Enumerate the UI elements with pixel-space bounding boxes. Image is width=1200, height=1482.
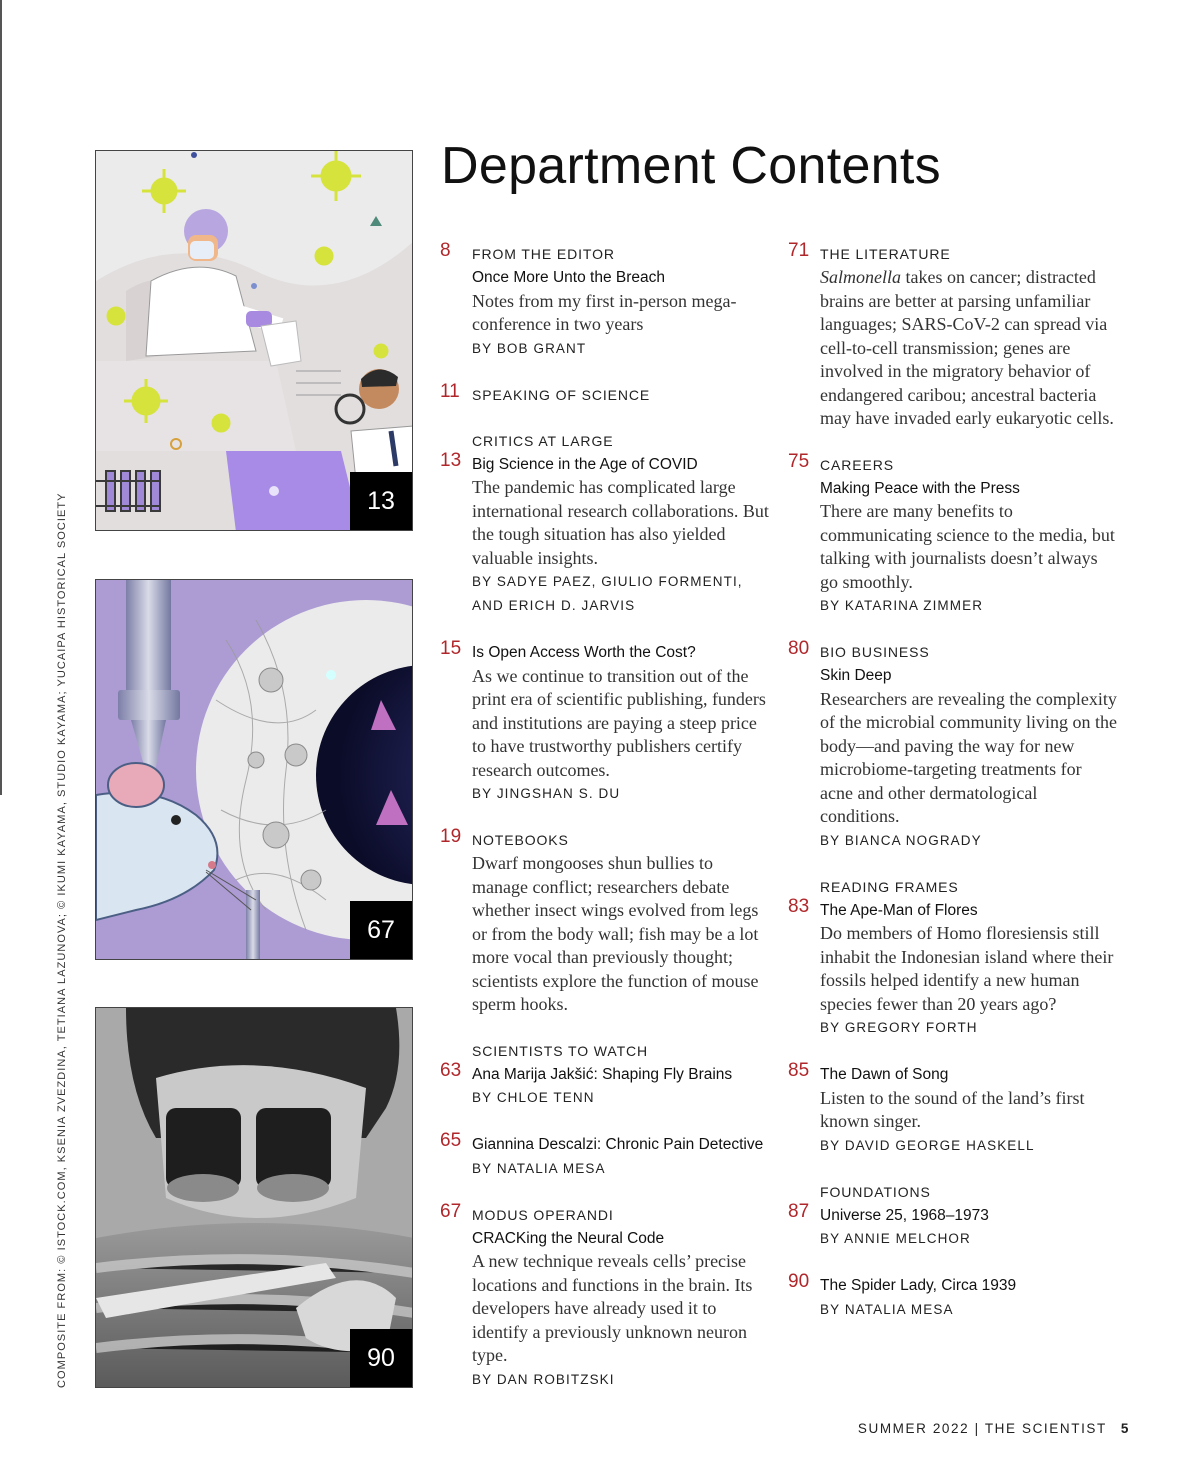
department-label: NOTEBOOKS [472, 832, 569, 848]
article-byline: BY GREGORY FORTH [820, 1020, 978, 1035]
toc-entry[interactable] [788, 1060, 1118, 1158]
toc-entry[interactable] [440, 430, 770, 619]
department-label: SCIENTISTS TO WATCH [472, 1042, 649, 1059]
article-description: The pandemic has complicated large international research collaborations. But the tough situation has also yielded valuable insights. [472, 477, 769, 568]
page-badge: 90 [350, 1329, 412, 1387]
article-byline: BY ANNIE MELCHOR [820, 1231, 971, 1246]
article-byline: BY KATARINA ZIMMER [820, 598, 984, 613]
toc-entry[interactable] [440, 1200, 770, 1392]
department-label: FROM THE EDITOR [472, 246, 615, 262]
page-footer [858, 1421, 1130, 1436]
article-byline: BY JINGSHAN S. DU [472, 786, 621, 801]
article-description: Notes from my first in-person mega-conference in two years [472, 290, 737, 334]
page-number: 80 [788, 638, 810, 659]
article-description: Listen to the sound of the land’s first known singer. [820, 1087, 1085, 1131]
article-headline: The Dawn of Song [820, 1066, 949, 1083]
illustration-lab-scientists [95, 150, 413, 531]
article-headline: Ana Marija Jakšić: Shaping Fly Brains [472, 1065, 733, 1083]
page-number: 90 [788, 1271, 810, 1292]
photo-credit: COMPOSITE FROM: © ISTOCK.COM, KSENIA ZVEZDINA, TETIANA LAZUNOVA; © IKUMI KAYAMA, STUDIO KAYAMA; YUCAIPA HISTORICAL SOCIETY [56, 492, 68, 1388]
article-description: Do members of Homo floresiensis still inhabit the Indonesian island where their fossils helped identify a new human species fewer than 20 years ago? [820, 923, 1114, 1014]
issue-label: SUMMER 2022 | THE SCIENTIST [857, 1421, 1107, 1436]
article-headline: CRACKing the Neural Code [472, 1229, 665, 1247]
department-label: FOUNDATIONS [820, 1183, 931, 1200]
page-edge-rule [0, 0, 2, 795]
article-headline: Universe 25, 1968–1973 [820, 1206, 989, 1224]
article-byline: BY SADYE PAEZ, GIULIO FORMENTI, AND ERICH D. JARVIS [472, 574, 743, 613]
page-number: 13 [440, 449, 462, 471]
page-number: 19 [440, 826, 462, 847]
toc-entry[interactable] [788, 1181, 1118, 1252]
page-badge: 67 [350, 901, 412, 959]
toc-entry[interactable] [788, 876, 1118, 1041]
page-number: 11 [440, 380, 460, 402]
article-headline: Big Science in the Age of COVID [472, 455, 698, 473]
page-number: 63 [440, 1059, 462, 1081]
article-description: As we continue to transition out of the print era of scientific publishing, funders and institutions are paying a steep price to have trustworthy publishers certify research outcomes. [472, 665, 766, 780]
article-byline: BY NATALIA MESA [472, 1160, 606, 1176]
article-byline: BY DAN ROBITZSKI [472, 1371, 615, 1387]
page-number: 67 [440, 1200, 462, 1222]
page-number: 8 [440, 240, 451, 261]
department-label: READING FRAMES [820, 878, 959, 895]
page-number: 83 [788, 895, 810, 917]
department-label: BIO BUSINESS [820, 644, 930, 660]
page-number: 71 [788, 240, 810, 261]
article-description: There are many benefits to communicating science to the media, but talking with journalists doesn’t always go smoothly. [820, 501, 1115, 592]
article-byline: BY CHLOE TENN [472, 1090, 595, 1105]
article-headline: The Ape-Man of Flores [820, 901, 978, 919]
toc-entry[interactable] [788, 638, 1118, 853]
page-number: 65 [440, 1130, 462, 1151]
page-number: 75 [788, 450, 810, 472]
article-description: Researchers are revealing the complexity of the microbial community living on the body—and paving the way for new microbiome-targeting treatments for acne and other dermatological conditions. [820, 688, 1117, 826]
article-byline: BY DAVID GEORGE HASKELL [820, 1137, 1035, 1153]
article-headline: Giannina Descalzi: Chronic Pain Detective [472, 1136, 764, 1153]
contents-column-left [440, 240, 770, 1415]
department-label: THE LITERATURE [820, 246, 951, 262]
description-text: takes on cancer; distracted brains are better at parsing unfamiliar languages; SARS-CoV-2 can spread via cell-to-cell transmission; genes are involved in the migratory behavior of endangered caribou; ancestral bacteria may have invaded early eukaryotic cells. [820, 267, 1114, 428]
italic-term: Salmonella [820, 267, 901, 287]
toc-entry[interactable] [440, 380, 770, 407]
department-label: SPEAKING OF SCIENCE [472, 386, 651, 403]
department-label: MODUS OPERANDI [472, 1206, 614, 1223]
toc-entry[interactable] [440, 1040, 770, 1111]
article-headline: Making Peace with the Press [820, 479, 1020, 497]
article-headline: Is Open Access Worth the Cost? [472, 644, 696, 661]
toc-entry[interactable] [788, 240, 1118, 431]
page-title: Department Contents [441, 137, 941, 195]
illustration-mouse-neurons [95, 579, 413, 960]
article-byline: BY BIANCA NOGRADY [820, 832, 982, 848]
article-headline: Once More Unto the Breach [472, 269, 665, 286]
article-headline: Skin Deep [820, 667, 892, 684]
page-badge: 13 [350, 472, 412, 530]
contents-column-right [788, 240, 1118, 1345]
toc-entry[interactable] [440, 240, 770, 361]
toc-entry[interactable] [788, 1271, 1118, 1322]
article-byline: BY BOB GRANT [472, 340, 587, 356]
page-number: 87 [788, 1200, 810, 1222]
toc-entry[interactable] [788, 450, 1118, 619]
department-label: CAREERS [820, 456, 894, 473]
article-byline: BY NATALIA MESA [820, 1301, 954, 1317]
article-description [820, 266, 1118, 431]
page-number: 15 [440, 638, 462, 659]
toc-entry[interactable] [440, 1130, 770, 1181]
article-description: A new technique reveals cells’ precise locations and functions in the brain. Its developers have already used it to identify a previously unknown neuron type. [472, 1251, 753, 1365]
toc-entry[interactable] [440, 826, 770, 1017]
article-description: Dwarf mongooses shun bullies to manage conflict; researchers debate whether insect wings evolved from legs or from the body wall; fish may be a lot more vocal than previously thought; scientists explore the function of mouse sperm hooks. [472, 853, 759, 1014]
page-number: 85 [788, 1060, 810, 1081]
folio-number: 5 [1120, 1421, 1130, 1436]
article-headline: The Spider Lady, Circa 1939 [820, 1277, 1017, 1294]
photo-spider-lady [95, 1007, 413, 1388]
toc-entry[interactable] [440, 638, 770, 806]
department-label: CRITICS AT LARGE [472, 432, 614, 449]
